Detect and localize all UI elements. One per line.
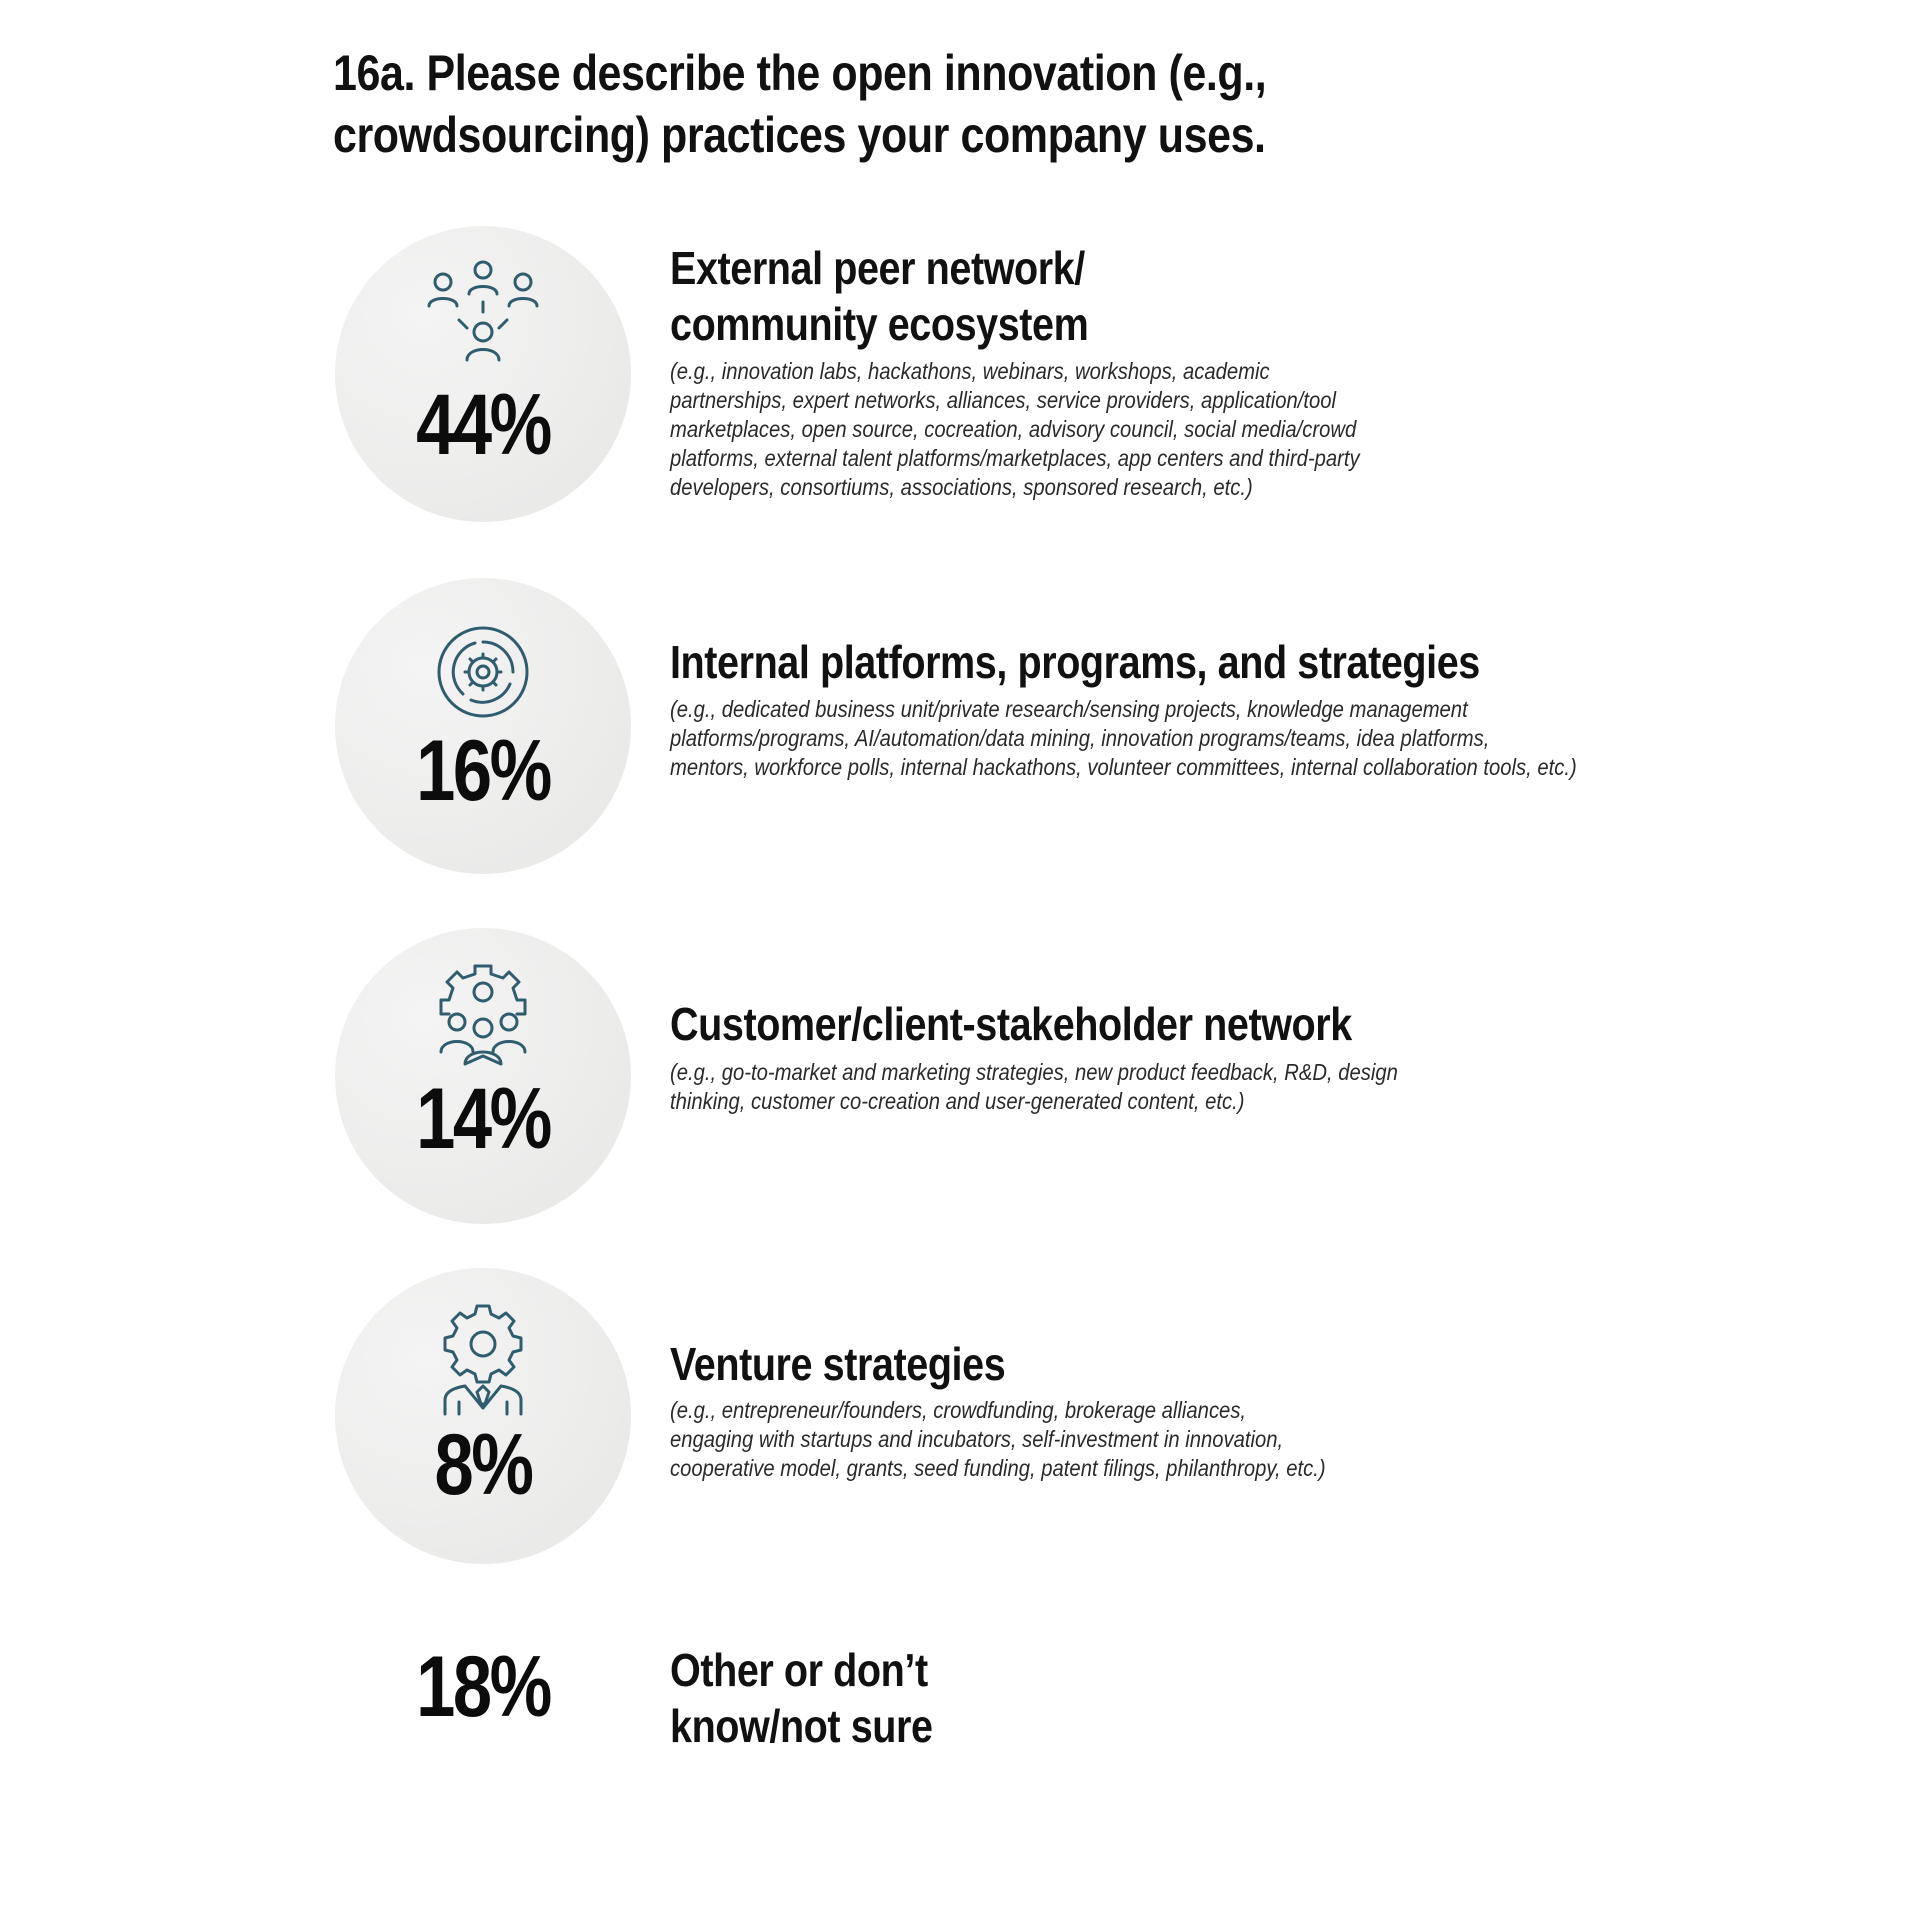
percent-value: 44% — [416, 377, 550, 473]
percent-value: 16% — [416, 723, 550, 819]
percent-value: 14% — [416, 1071, 550, 1167]
category-title: External peer network/ community ecosystem — [670, 242, 1089, 350]
category-title: Customer/client-stakeholder network — [670, 998, 1352, 1050]
category-description: (e.g., entrepreneur/founders, crowdfunding, brokerage alliances, engaging with startups and incubators, self-investment in innovation, cooperative model, grants, seed funding, patent filings, philanthropy, etc.) — [670, 1397, 1326, 1481]
percent-value: 8% — [434, 1417, 532, 1513]
category-description: (e.g., innovation labs, hackathons, webinars, workshops, academic partnerships, expert networks, alliances, service providers, application/tool marketplaces, open source, cocreation, advisory council, social media/crowd platforms, external talent platforms/marketplaces, app centers and third-party developers, consortiums, associations, sponsored research, etc.) — [670, 358, 1360, 500]
percent-value: 18% — [416, 1639, 550, 1735]
chart-title: 16a. Please describe the open innovation (e.g., crowdsourcing) practices your company uses. — [333, 45, 1267, 163]
category-description: (e.g., dedicated business unit/private research/sensing projects, knowledge management platforms/programs, AI/automation/data mining, innovation programs/teams, idea platforms, mentors, workforce polls, internal hackathons, volunteer committees, internal collaboration tools, etc.) — [670, 696, 1577, 780]
category-title: Internal platforms, programs, and strategies — [670, 636, 1480, 688]
category-title: Other or don’t know/not sure — [670, 1644, 933, 1752]
community-network-icon — [423, 252, 543, 372]
category-description: (e.g., go-to-market and marketing strategies, new product feedback, R&D, design thinking, customer co-creation and user-generated content, etc.) — [670, 1059, 1398, 1114]
gear-target-icon — [423, 612, 543, 732]
stakeholder-group-icon — [423, 956, 543, 1076]
entrepreneur-gear-icon — [423, 1300, 543, 1420]
category-title: Venture strategies — [670, 1338, 1006, 1390]
